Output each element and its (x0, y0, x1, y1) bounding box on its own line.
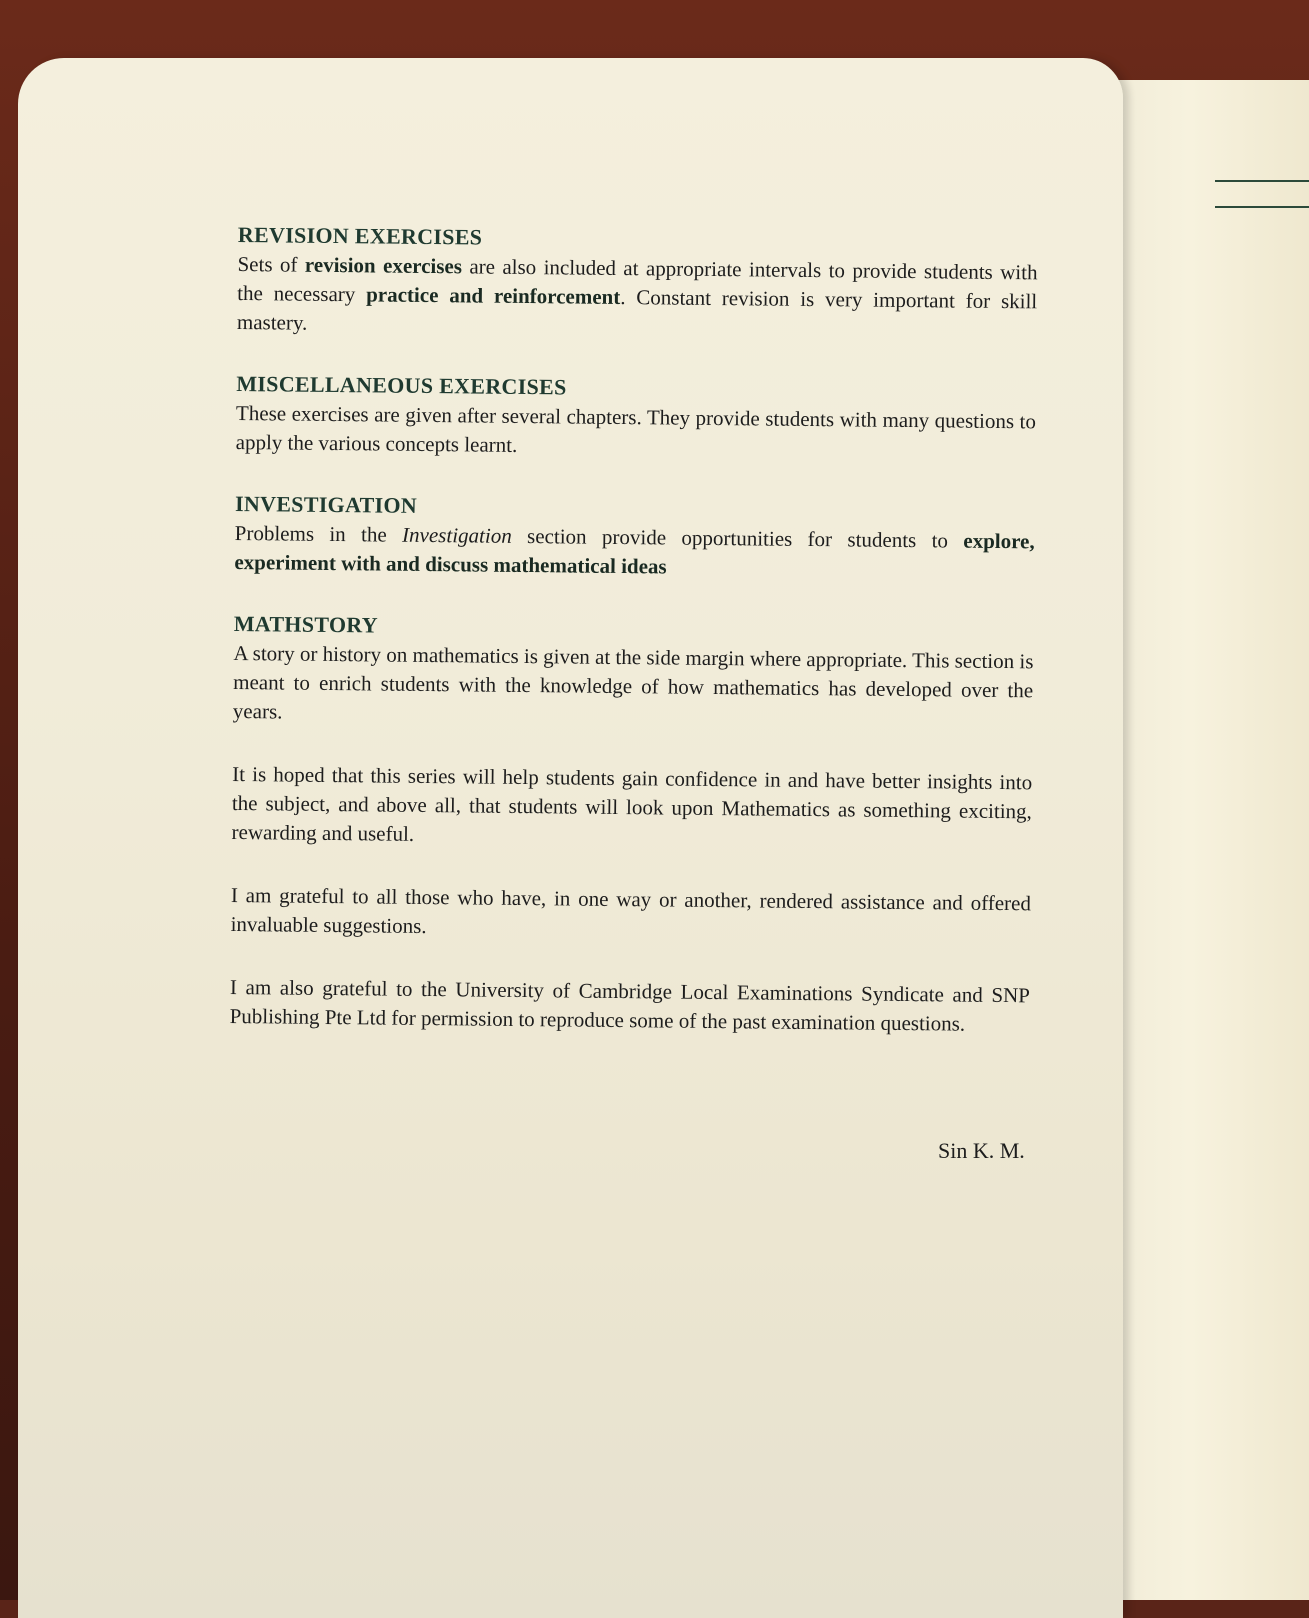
closing-paragraph-gratitude (230, 881, 1031, 947)
section-heading: REVISION EXERCISES (238, 222, 1038, 256)
text-run: are also included at appropriate intervals to provide students with the necessary (237, 254, 1038, 306)
adjacent-page (1110, 80, 1309, 1600)
bold-run: practice and reinforcement (366, 282, 620, 309)
paragraph-text: It is hoped that this series will help students gain confidence in and have better insights into the subject, and above all, that students will look upon Mathematics as something exciting, rewarding and useful. (231, 760, 1032, 855)
closing-paragraph-hope (231, 760, 1032, 855)
section-text (237, 250, 1038, 345)
section-heading: MATHSTORY (234, 611, 1034, 645)
paragraph-text: I am also grateful to the University of Cambridge Local Examinations Syndicate and SNP Publishing Pte Ltd for permission to reproduce some of the past examination questions. (230, 973, 1031, 1039)
closing-paragraph-permission (230, 973, 1031, 1039)
page-content (229, 222, 1038, 1073)
text-run: Problems in the (235, 521, 403, 547)
bold-run: revision exercises (305, 253, 462, 279)
section-heading: INVESTIGATION (235, 491, 1035, 525)
page-rule-bottom (1215, 206, 1309, 208)
section-text: A story or history on mathematics is given at the side margin where appropriate. This section is meant to enrich students with the knowledge of how mathematics has developed over the years. (233, 639, 1034, 734)
paragraph-text: I am grateful to all those who have, in one way or another, rendered assistance and offered invaluable suggestions. (230, 881, 1031, 947)
section-heading: MISCELLANEOUS EXERCISES (236, 371, 1036, 405)
text-run: . Constant revision is very important for skill mastery. (237, 285, 1037, 335)
text-run: Sets of (237, 252, 305, 277)
section-mathstory (233, 611, 1034, 734)
section-text: These exercises are given after several chapters. They provide students with many questions to apply the various concepts learnt. (236, 399, 1037, 465)
bold-run: explore, experiment with and discuss mathematical ideas (234, 529, 1035, 579)
section-investigation (234, 491, 1035, 585)
section-text (234, 519, 1035, 585)
italic-run: Investigation (402, 523, 512, 548)
section-revision-exercises (237, 222, 1038, 345)
text-run: section provide opportunities for students to (512, 524, 964, 553)
page-rule-top (1215, 180, 1309, 182)
author-signature: Sin K. M. (938, 1138, 1025, 1164)
section-miscellaneous-exercises (236, 371, 1037, 465)
